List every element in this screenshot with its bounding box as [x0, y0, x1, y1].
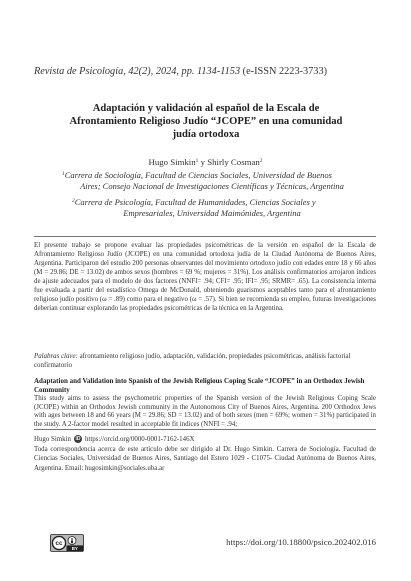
author-joiner: y	[200, 157, 206, 167]
orcid-author-name: Hugo Simkin	[34, 435, 71, 443]
author-name-1: Hugo Simkin	[148, 157, 196, 167]
keywords-label: Palabras clave:	[34, 353, 78, 360]
author-1-affiliation-mark: 1	[195, 158, 199, 164]
orcid-link[interactable]: https://orcid.org/0000-0001-7162-146X	[84, 435, 195, 443]
author-2-affiliation-mark: 2	[259, 158, 263, 164]
affiliation-2-mark: 2	[72, 198, 75, 204]
abstract-english: This study aims to assess the psychometric properties of the Spanish version of the Jewish Religious Coping Scale (JCOPE) within an Orthodox Jewish community in the Autonomous City of Buenos Aires, Argentina. 200 Orthodox Jews with ages between 18 and 66 years (M = 29.86; SD = 13.02) and of both sexes (men = 69%; women = 31%) participated in the study. A 2-factor model resulted in acceptable fit indices (NNFI = .94;	[34, 395, 376, 429]
affiliation-1-line-1: Carrera de Sociología, Facultad de Ciencias Sociales, Universidad de Buenos	[64, 170, 332, 180]
by-person-body	[71, 540, 73, 543]
orcid-line	[34, 435, 195, 443]
by-text: BY	[71, 546, 78, 551]
orcid-icon: iD	[75, 436, 81, 442]
keywords	[34, 352, 376, 370]
journal-citation	[34, 66, 384, 77]
affiliation-1-mark: 1	[62, 171, 65, 177]
correspondence-note: Toda correspondencia acerca de este artículo debe ser dirigido al Dr. Hugo Simkin. Carrera de Sociología. Facultad de Ciencias Sociales, Universidad de Buenos Aires, Santiago del Estero 1029 - C1075- Ciudad Autónoma de Buenos Aires, Argentina. Email: hugosimkin@sociales.uba.ar	[34, 446, 376, 472]
article-title: Adaptación y validación al español de la Escala de Afrontamiento Religioso Judío “JCOPE” en una comunidad judía ortodoxa	[69, 103, 343, 140]
by-person-head	[71, 538, 73, 540]
cc-text: cc	[55, 540, 63, 548]
author-name-2: Shirly Cosman	[207, 157, 260, 167]
affiliation-2-line-1: Carrera de Psicología, Facultad de Humanidades, Ciencias Sociales y	[74, 197, 316, 207]
affiliation-2	[62, 197, 362, 220]
journal-issn: (e-ISSN 2223-3733)	[242, 66, 328, 77]
abstract-spanish: El presente trabajo se propone evaluar las propiedades psicométricas de la versión en español de la Escala de Afrontamiento Religioso Judío (JCOPE) en una comunidad ortodoxa judía de la Ciudad Autónoma de Buenos Aires, Argentina. Participaron del estudio 200 personas observantes del movimiento ortodoxo judío con edades entre 18 y 66 años (M = 29.86; DE = 13.02) de ambos sexos (hombres = 69 %; mujeres = 31%). Los análisis confirmatorios arrojaron índices de ajuste adecuados para el modelo de dos factores (NNFI= .94; CFI= .95; IFI= .95; SRMR= .65). La consistencia interna fue evaluada a partir del estadístico Omega de McDonald, obteniendo guarismos aceptables tanto para el afrontamiento religioso judío positivo (ω = .89) como para el negativo (ω = .57). Si bien se recomienda su empleo, futuras investigaciones deberían continuar explorando las propiedades psicométricas de la técnica en la Argentina.	[34, 242, 376, 313]
affiliation-1	[62, 170, 362, 193]
affiliation-1-line-2: Aires; Consejo Nacional de Investigaciones Científicas y Técnicas, Argentina	[80, 181, 344, 192]
footnote-divider	[34, 429, 376, 430]
abstract-top-divider	[34, 236, 376, 237]
english-title: Adaptation and Validation into Spanish of the Jewish Religious Coping Scale “JCOPE” in an Orthodox Jewish Community	[34, 377, 365, 394]
affiliation-2-line-2: Empresariales, Universidad Maimónides, Argentina	[123, 208, 301, 219]
doi-link[interactable]: https://doi.org/10.18800/psico.202402.016	[226, 537, 376, 547]
journal-citation-text: Revista de Psicología, 42(2), 2024, pp. 1134-1153	[34, 66, 241, 77]
author-line	[0, 157, 411, 167]
creative-commons-by-icon[interactable]	[50, 534, 84, 552]
keywords-text: afrontamiento religioso judío, adaptación, validación, propiedades psicométricas, análisis factorial confirmatorio	[34, 353, 351, 370]
